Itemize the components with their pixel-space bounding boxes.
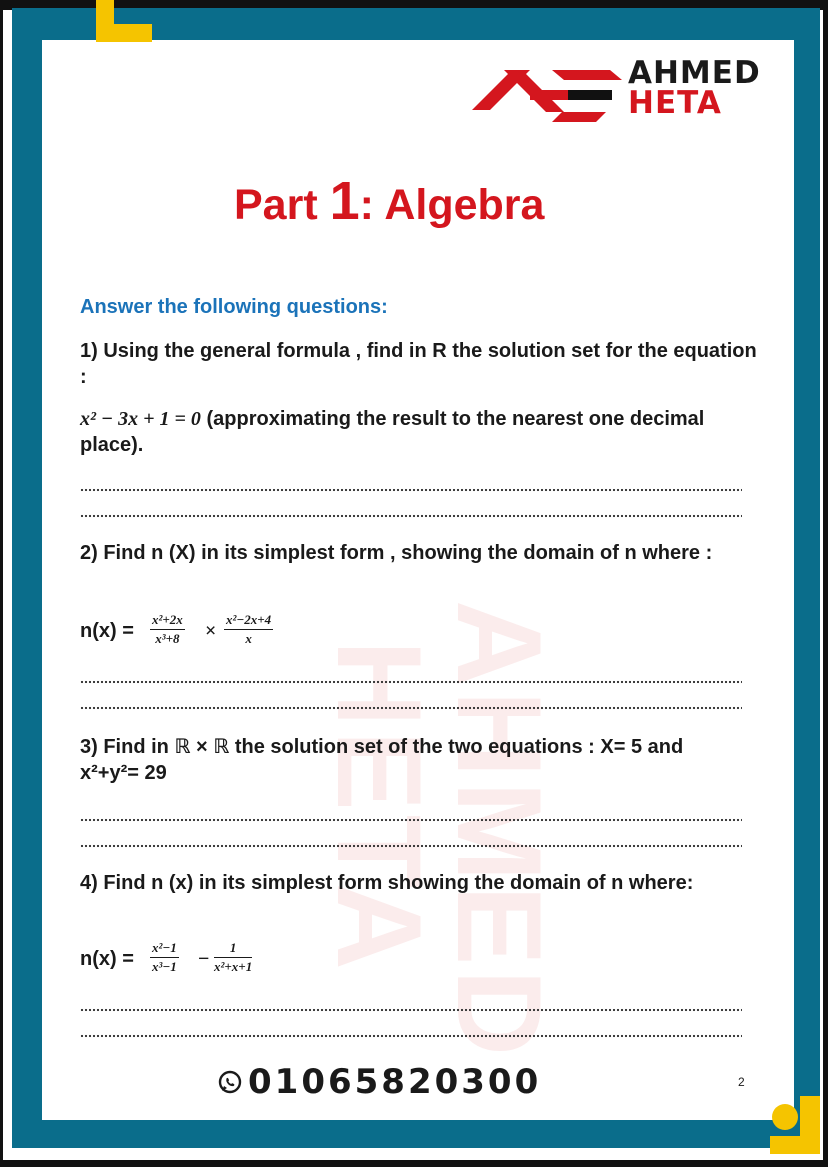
page-number: 2 xyxy=(738,1075,745,1089)
question-2-lhs: n(x) = xyxy=(80,620,134,642)
question-1-equation: x² − 3x + 1 = 0 (approximating the result to the nearest one decimal place). xyxy=(80,408,705,456)
question-3-line-2: x²+y²= 29 xyxy=(80,762,167,784)
question-4-fraction-2: $\frac{1}{\text{x²+x+1}}$ xyxy=(214,940,253,974)
answer-line xyxy=(80,1008,742,1012)
answer-line xyxy=(80,844,742,848)
answer-line xyxy=(80,818,742,822)
brand-logo xyxy=(472,56,782,136)
instructions-heading: Answer the following questions: xyxy=(80,296,388,318)
logo-text-ahmed: AHMED xyxy=(628,55,761,91)
answer-line xyxy=(80,488,742,492)
question-4-operator: − xyxy=(198,948,210,970)
logo-mark-icon xyxy=(472,60,622,126)
whatsapp-icon xyxy=(218,1070,242,1094)
question-4-text: 4) Find n (x) in its simplest form showing the domain of n where: xyxy=(80,872,694,894)
question-3-line-1: 3) Find in ℝ × ℝ the solution set of the two equations : X= 5 and xyxy=(80,736,684,758)
question-2-fraction-1: $\frac{\text{x²+2x}}{\text{x³+8}}$ xyxy=(152,612,183,646)
question-2-text: 2) Find n (X) in its simplest form , showing the domain of n where : xyxy=(80,542,713,564)
answer-line xyxy=(80,706,742,710)
question-2-operator: × xyxy=(205,620,217,642)
question-1-text: 1) Using the general formula , find in R the solution set for the equation : xyxy=(80,340,757,388)
corner-decoration-bottom xyxy=(770,1096,822,1156)
answer-line xyxy=(80,1034,742,1038)
question-4-fraction-1: $\frac{\text{x²−1}}{\text{x³−1}}$ xyxy=(152,940,177,974)
contact-phone-number: 01065820300 xyxy=(248,1062,542,1102)
corner-decoration-top xyxy=(86,0,156,44)
answer-line xyxy=(80,680,742,684)
question-2-fraction-2: $\frac{\text{x²−2x+4}}{x}$ xyxy=(226,612,272,646)
question-4-lhs: n(x) = xyxy=(80,948,134,970)
page-title: Part 1: Algebra xyxy=(234,171,545,231)
answer-line xyxy=(80,514,742,518)
logo-text-heta: HETA xyxy=(628,85,722,121)
